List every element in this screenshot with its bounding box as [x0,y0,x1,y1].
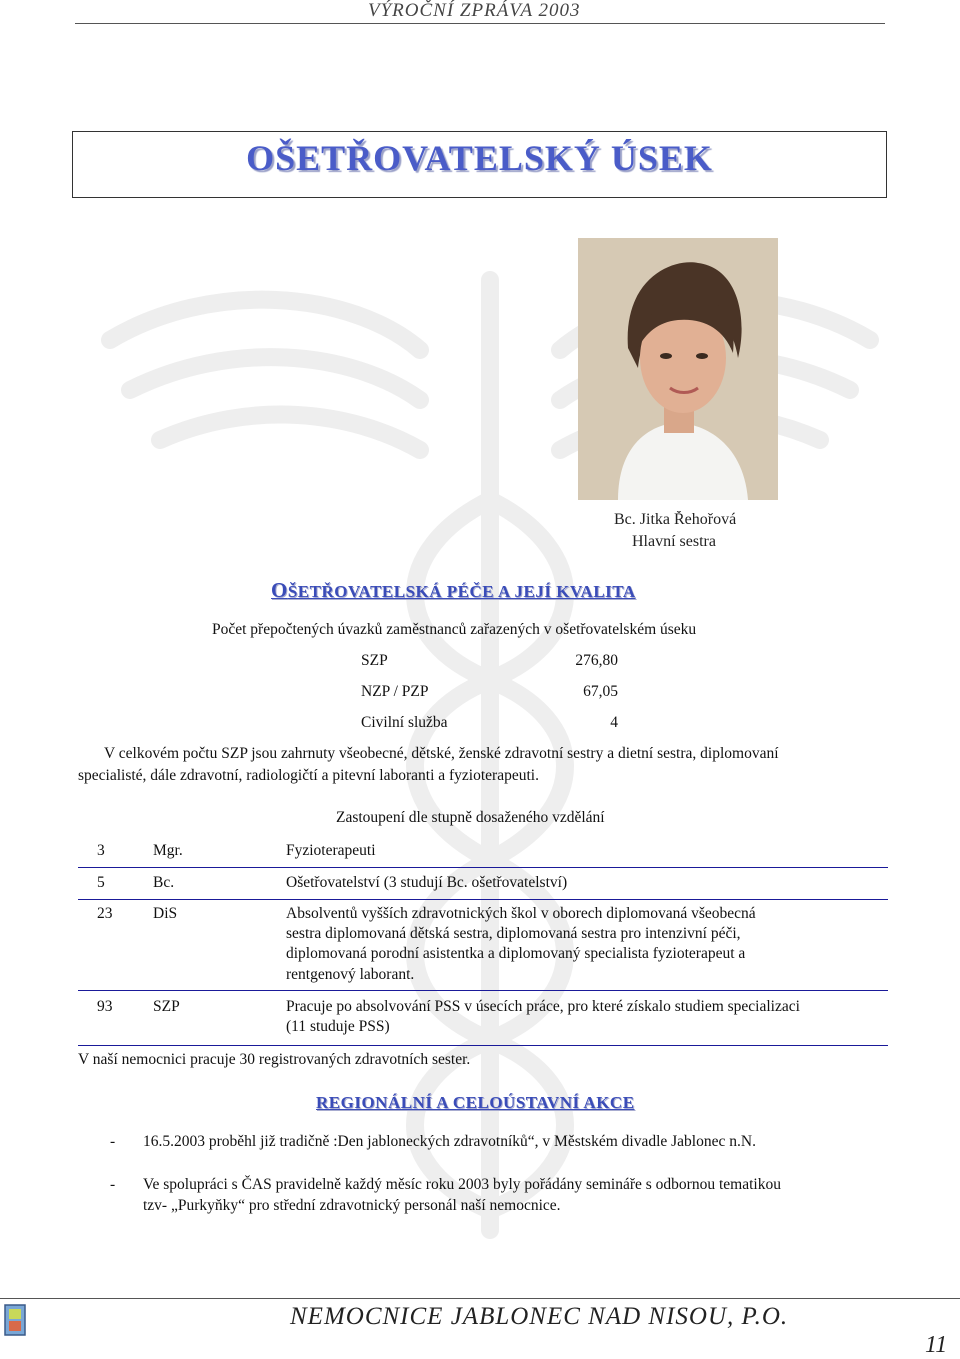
stat-value-nzp: 67,05 [583,683,618,700]
page-title: OŠETŘOVATELSKÝ ÚSEK [246,138,713,178]
paragraph-line-1: V celkovém počtu SZP jsou zahrnuty všeobecné, dětské, ženské zdravotní sestry a dietní sestra, diplomovaní [104,745,779,762]
table-divider [78,867,888,868]
footer-hospital-name: NEMOCNICE JABLONEC NAD NISOU, P.O. [290,1303,789,1330]
edu-count: 5 [97,874,105,891]
table-divider [78,990,888,991]
edu-description: Ošetřovatelství (3 studují Bc. ošetřovatelství) [286,874,568,891]
page-number: 11 [925,1332,948,1358]
edu-description-line: rentgenový laborant. [286,966,415,983]
title-box [72,131,887,198]
staff-count-intro: Počet přepočtených úvazků zaměstnanců zařazených v ošetřovatelském úseku [212,621,697,638]
list-dash: - [110,1133,116,1150]
edu-description: Fyzioterapeuti [286,842,376,859]
portrait-name: Bc. Jitka Řehořová [614,511,737,527]
table-divider [78,899,888,900]
edu-description-line: sestra diplomovaná dětská sestra, diplomovaná sestra pro intenzivní péči, [286,925,741,942]
education-caption: Zastoupení dle stupně dosaženého vzdělání [336,809,605,826]
list-dash: - [110,1176,116,1193]
event-item-line: tzv- „Purkyňky“ pro střední zdravotnický personál naší nemocnice. [143,1197,561,1214]
portrait-photo [578,238,778,500]
hospital-logo-icon [4,1304,26,1336]
section-heading-rest: ŠETŘOVATELSKÁ PÉČE A JEJÍ KVALITA [287,582,636,601]
edu-degree: Bc. [153,874,175,891]
section-heading-events: REGIONÁLNÍ A CELOÚSTAVNÍ AKCE [316,1093,635,1112]
edu-count: 3 [97,842,105,859]
section-heading-nursing-care [271,578,636,603]
event-item-line: 16.5.2003 proběhl již tradičně :Den jabloneckých zdravotníků“, v Městském divadle Jablonec n.N. [143,1133,756,1150]
footer-divider [0,1298,960,1299]
edu-description-line: Absolventů vyšších zdravotnických škol v oborech diplomovaná všeobecná [286,905,756,922]
header-divider [75,23,885,24]
edu-description-line: Pracuje po absolvování PSS v úsecích práce, pro které získalo studiem specializaci [286,998,800,1015]
edu-count: 23 [97,905,113,922]
registered-nurses-note: V naší nemocnici pracuje 30 registrovaných zdravotních sester. [78,1051,471,1068]
edu-description-line: diplomovaná porodní asistentka a diplomovaný specialista fyzioterapeut a [286,945,746,962]
header-title: VÝROČNÍ ZPRÁVA 2003 [368,0,581,21]
portrait-role: Hlavní sestra [632,533,716,550]
edu-degree: DiS [153,905,178,922]
edu-degree: SZP [153,998,180,1015]
edu-count: 93 [97,998,113,1015]
edu-description-line: (11 studuje PSS) [286,1018,390,1035]
stat-label-civil: Civilní služba [361,714,448,731]
paragraph-line-2: specialisté, dále zdravotní, radiologičtí a pitevní laboranti a fyzioterapeuti. [78,767,539,784]
stat-label-szp: SZP [361,652,388,669]
stat-label-nzp: NZP / PZP [361,683,429,700]
edu-degree: Mgr. [153,842,183,859]
table-divider [78,1045,888,1046]
stat-value-szp: 276,80 [575,652,618,669]
event-item-line: Ve spolupráci s ČAS pravidelně každý měsíc roku 2003 byly pořádány semináře s odbornou tematikou [143,1176,781,1193]
portrait-illustration [578,238,778,500]
stat-value-civil: 4 [610,714,618,731]
section-heading-initial: O [271,578,288,602]
